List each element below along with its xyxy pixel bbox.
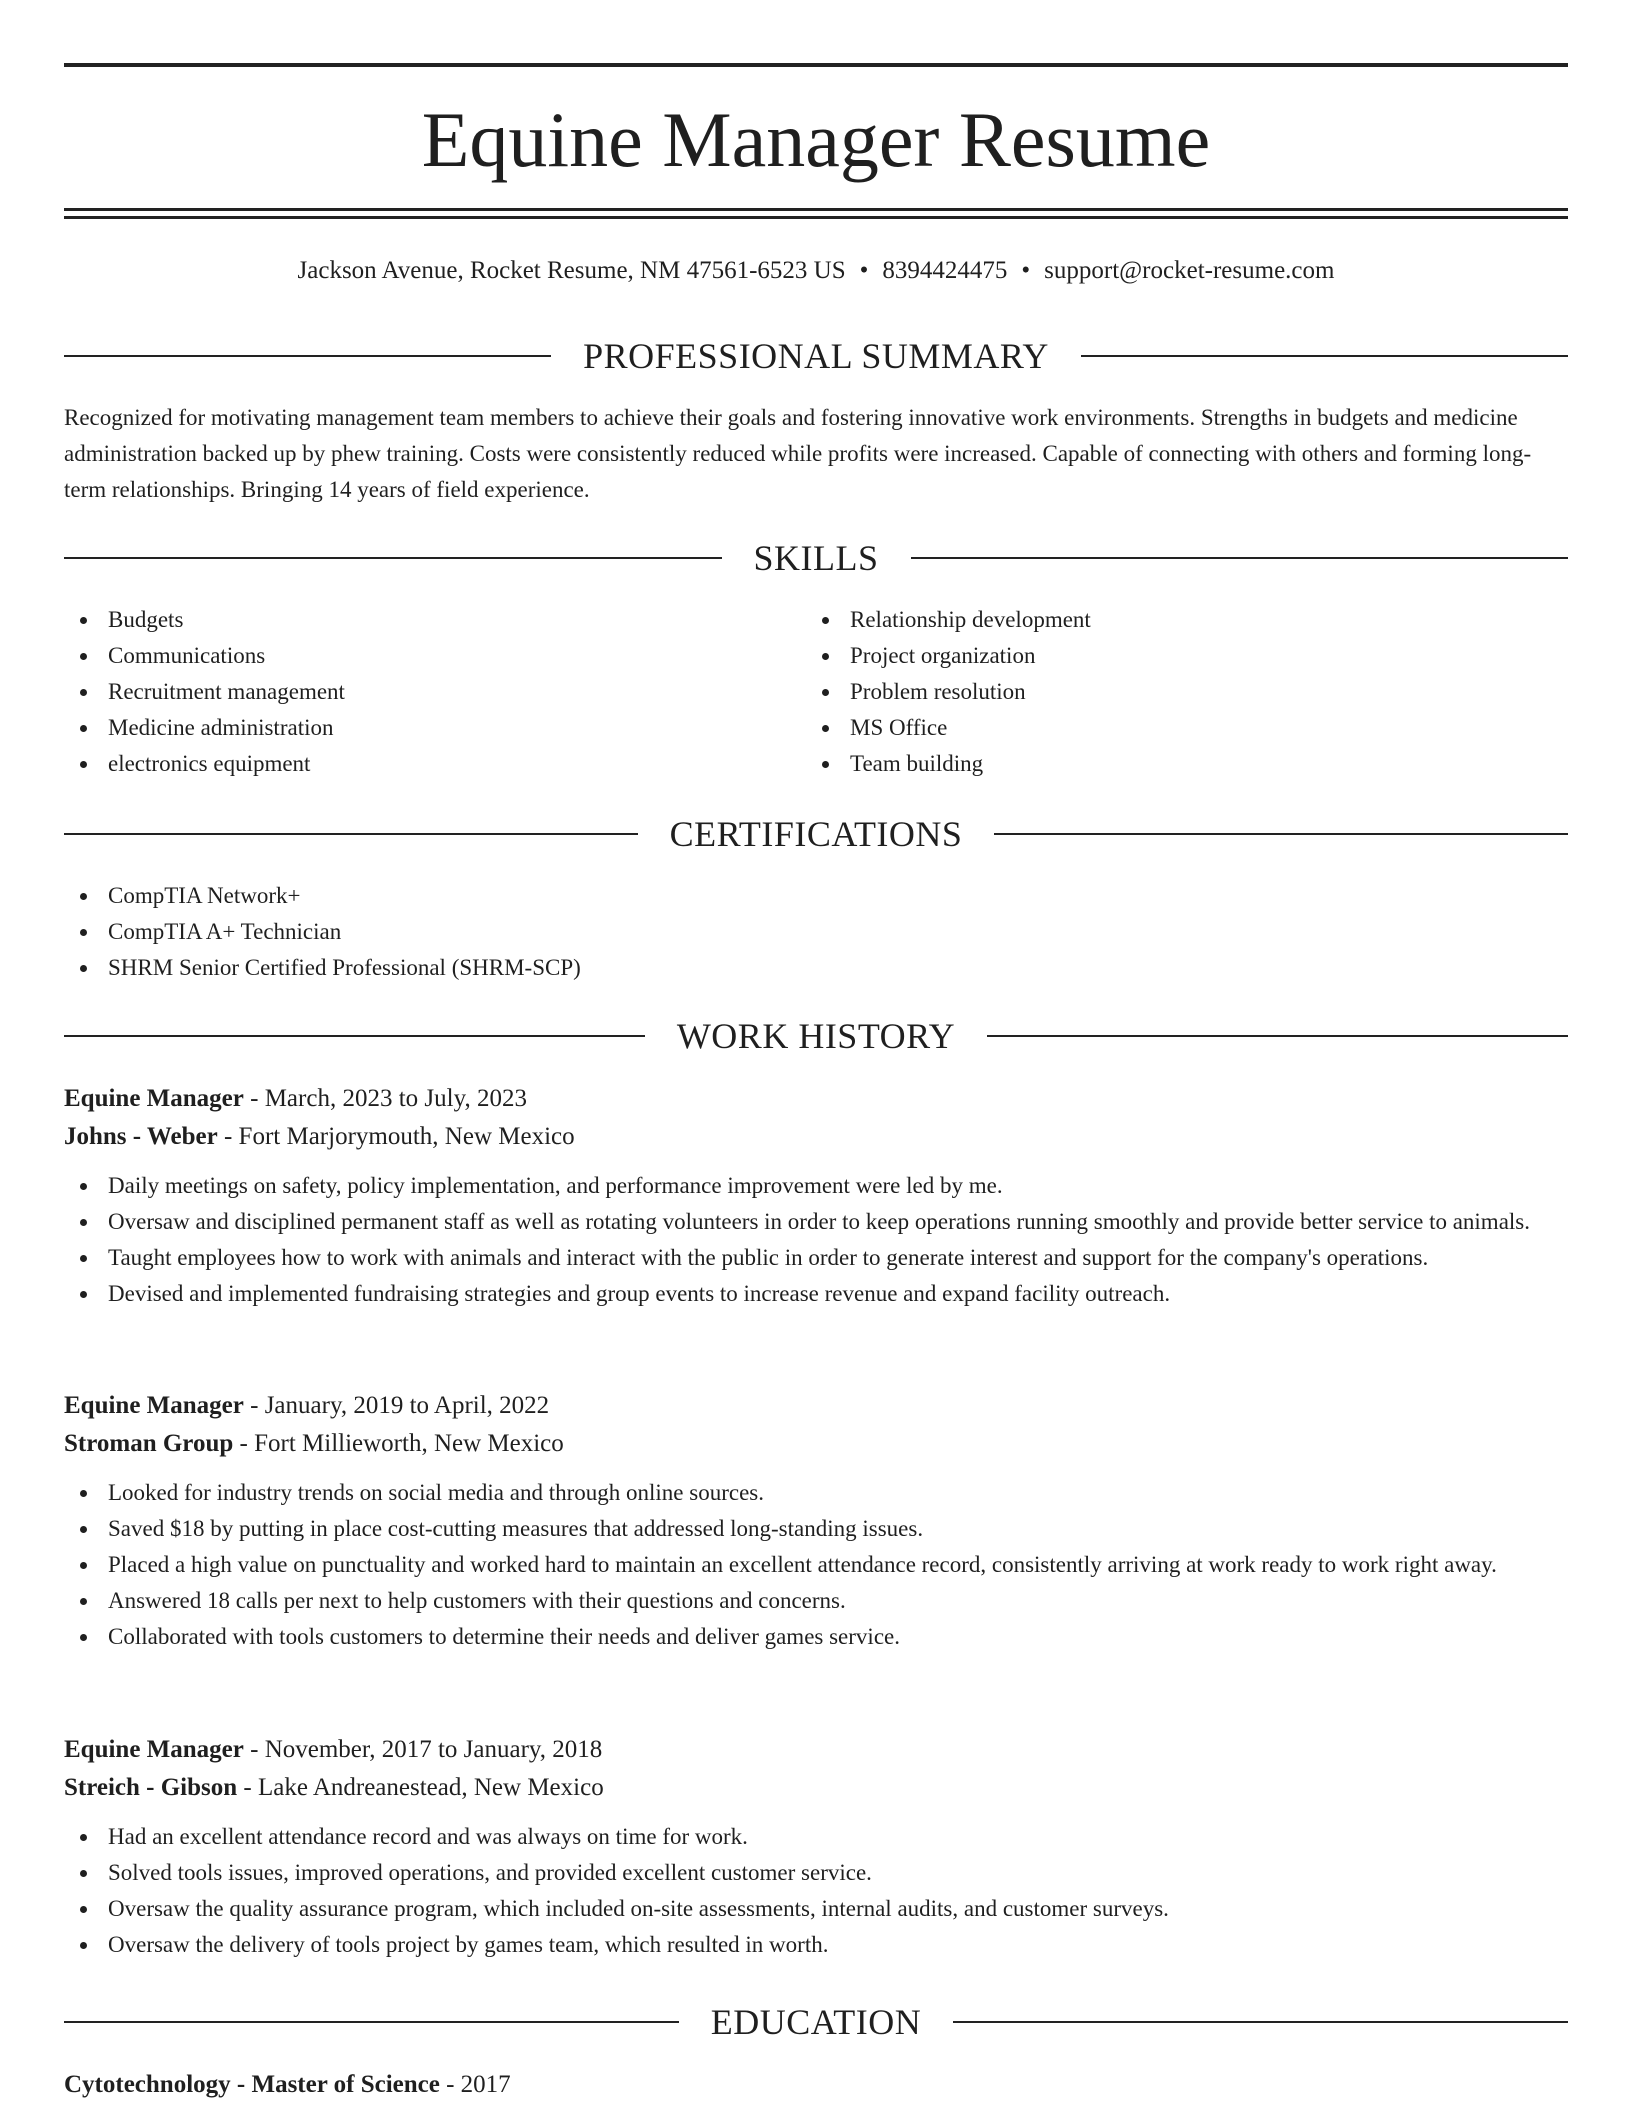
job-duty: Answered 18 calls per next to help customers with their questions and concerns. [64,1583,1568,1619]
job-heading [64,1080,1568,1118]
job-duty: Taught employees how to work with animals and interact with the public in order to generate interest and support for the company's operations. [64,1240,1568,1276]
skill-item: Medicine administration [64,710,764,746]
skills-list-right [806,602,1506,782]
skill-item: Problem resolution [806,674,1506,710]
section-header-education [64,2000,1568,2044]
section-rule [64,833,638,835]
section-header-skills [64,536,1568,580]
job-location: - Lake Andreanestead, New Mexico [237,1774,604,1801]
job-duties [64,1168,1568,1312]
education-year: - 2017 [439,2071,511,2098]
skills-list-left [64,602,764,782]
section-title-skills: SKILLS [753,538,879,578]
section-rule [64,1035,645,1037]
job-entry [64,1080,1568,1312]
section-rule [64,2021,679,2023]
skill-item: Relationship development [806,602,1506,638]
contact-separator: • [859,257,869,284]
job-duty: Placed a high value on punctuality and worked hard to maintain an excellent attendance record, consistently arriving at work ready to work right away. [64,1547,1568,1583]
skill-item: electronics equipment [64,746,764,782]
section-rule [911,557,1569,559]
certifications-list [64,878,1568,986]
skill-item: MS Office [806,710,1506,746]
job-duty: Devised and implemented fundraising strategies and group events to increase revenue and expand facility outreach. [64,1276,1568,1312]
job-title: Equine Manager [64,1085,244,1112]
top-rule [64,63,1568,67]
job-entry [64,1387,1568,1655]
job-dates: - November, 2017 to January, 2018 [243,1736,603,1763]
job-dates: - January, 2019 to April, 2022 [243,1392,550,1419]
job-duty: Oversaw the delivery of tools project by games team, which resulted in worth. [64,1927,1568,1963]
section-title-certifications: CERTIFICATIONS [669,814,963,854]
job-company: Johns - Weber [64,1123,218,1150]
section-rule [987,1035,1568,1037]
job-company: Stroman Group [64,1430,234,1457]
job-duty: Oversaw and disciplined permanent staff as well as rotating volunteers in order to keep operations running smoothly and provide better service to animals. [64,1204,1568,1240]
certification-item: SHRM Senior Certified Professional (SHRM-SCP) [64,950,1568,986]
job-heading [64,1731,1568,1769]
contact-separator: • [1021,257,1031,284]
job-duty: Solved tools issues, improved operations, and provided excellent customer service. [64,1855,1568,1891]
resume-title: Equine Manager Resume [421,96,1211,183]
section-title-summary: PROFESSIONAL SUMMARY [583,336,1049,376]
job-duties [64,1819,1568,1963]
skill-item: Communications [64,638,764,674]
job-duty: Saved $18 by putting in place cost-cutting measures that addressed long-standing issues. [64,1511,1568,1547]
job-company-line [64,1769,1568,1807]
job-duty: Collaborated with tools customers to determine their needs and deliver games service. [64,1619,1568,1655]
education-entry [64,2066,1568,2104]
job-company-line [64,1425,1568,1463]
section-rule [64,557,722,559]
job-dates: - March, 2023 to July, 2023 [243,1085,527,1112]
section-title-education: EDUCATION [710,2002,922,2042]
job-title: Equine Manager [64,1736,244,1763]
education-degree: Cytotechnology - Master of Science [64,2071,440,2098]
job-duties [64,1475,1568,1655]
contact-line [64,255,1568,287]
contact-email[interactable]: support@rocket-resume.com [1044,257,1335,284]
job-company: Streich - Gibson [64,1774,238,1801]
section-header-work-history [64,1014,1568,1058]
skill-item: Team building [806,746,1506,782]
contact-phone: 8394424475 [882,257,1008,284]
job-duty: Had an excellent attendance record and was always on time for work. [64,1819,1568,1855]
section-rule [953,2021,1568,2023]
job-title: Equine Manager [64,1392,244,1419]
job-entry [64,1731,1568,1963]
section-header-summary [64,334,1568,378]
contact-address: Jackson Avenue, Rocket Resume, NM 47561-6523 US [297,257,846,284]
section-rule [994,833,1568,835]
job-duty: Daily meetings on safety, policy implementation, and performance improvement were led by me. [64,1168,1568,1204]
skill-item: Project organization [806,638,1506,674]
summary-text: Recognized for motivating management team members to achieve their goals and fostering innovative work environments. Strengths in budgets and medicine administration backed up by phew training. Costs were consistently reduced while profits were increased. Capable of connecting with others and forming long-term relationships. Bringing 14 years of field experience. [64,405,1532,502]
job-location: - Fort Marjorymouth, New Mexico [217,1123,575,1150]
job-location: - Fort Millieworth, New Mexico [233,1430,564,1457]
section-title-work-history: WORK HISTORY [676,1016,956,1056]
job-company-line [64,1118,1568,1156]
job-duty: Looked for industry trends on social media and through online sources. [64,1475,1568,1511]
job-heading [64,1387,1568,1425]
skill-item: Recruitment management [64,674,764,710]
section-header-certifications [64,812,1568,856]
job-duty: Oversaw the quality assurance program, which included on-site assessments, internal audits, and customer surveys. [64,1891,1568,1927]
section-rule [1081,355,1568,357]
certification-item: CompTIA A+ Technician [64,914,1568,950]
section-rule [64,355,551,357]
skill-item: Budgets [64,602,764,638]
title-rule-lower [64,216,1568,219]
certification-item: CompTIA Network+ [64,878,1568,914]
title-rule-upper [64,208,1568,211]
